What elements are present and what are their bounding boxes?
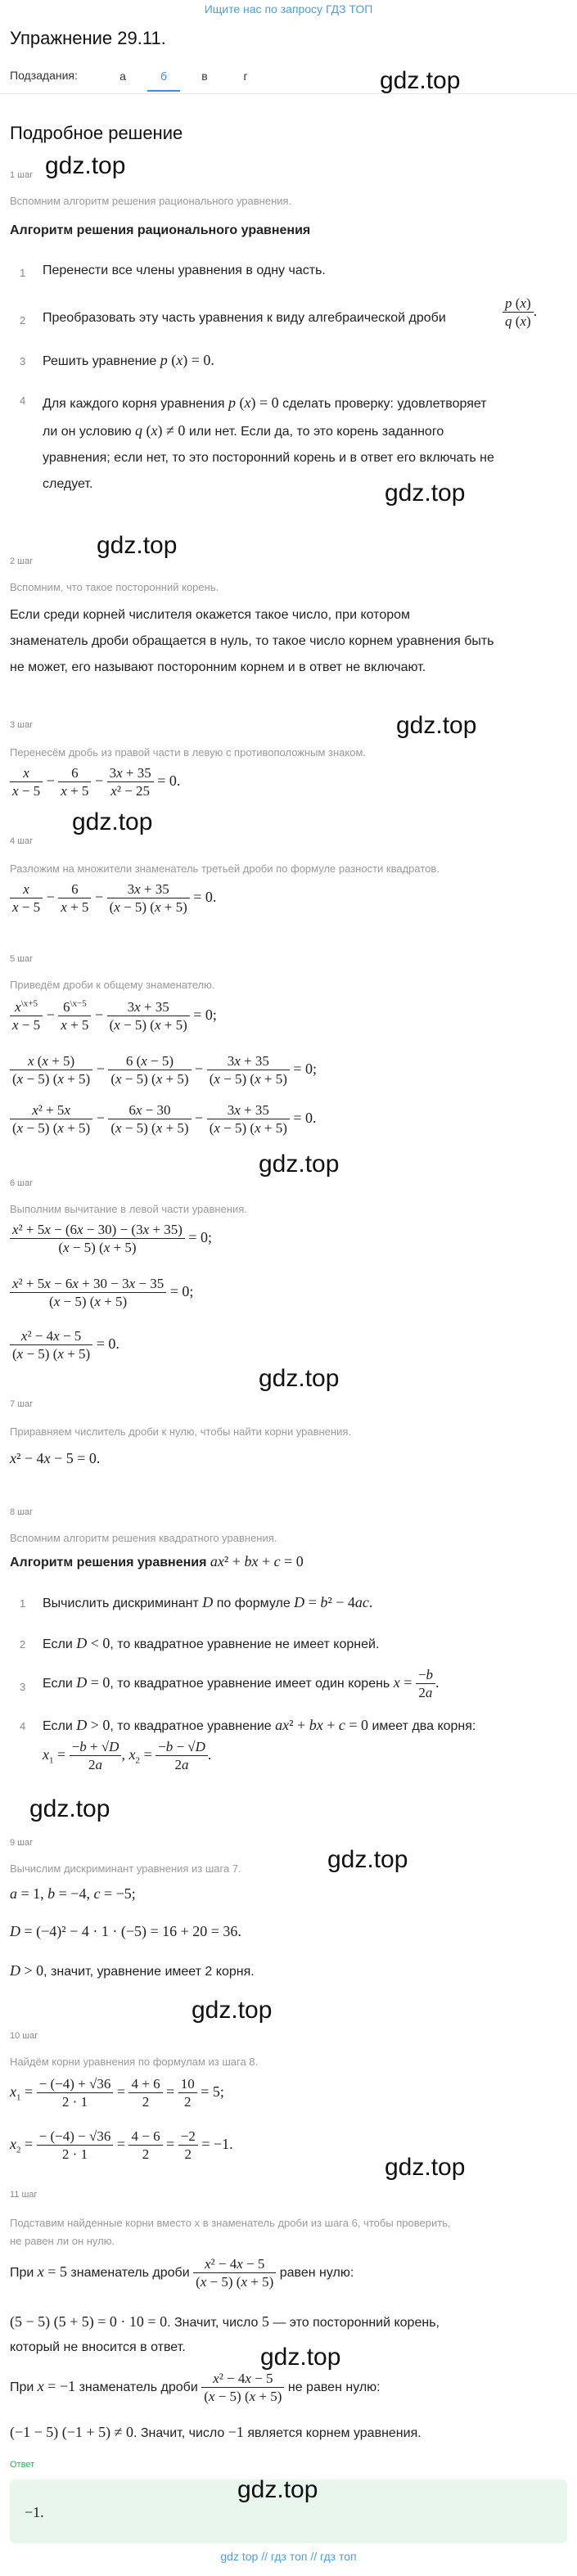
equation: $\frac{\text{x² − 4x − 5}}{(x - 5) (x + 5)}$ = 0.: [10, 1327, 119, 1363]
hint: Вспомним алгоритм решения рационального уравнения.: [10, 195, 292, 207]
answer-label: Ответ: [10, 2460, 35, 2470]
list-number: 3: [20, 1681, 26, 1693]
list-item: Если D > 0, то квадратное уравнение ax² + bx + c = 0 имеет два корня:: [43, 1717, 476, 1733]
watermark: gdz.top: [259, 1151, 340, 1178]
watermark: gdz.top: [327, 1846, 408, 1873]
list-number: 1: [20, 267, 26, 279]
equation: $\frac{x}{x - 5}$ − $\frac{6}{x + 5}$ − $\frac{3x + 35}{\text{x² − 25}}$ = 0.: [10, 764, 180, 800]
step-label: 5 шаг: [10, 954, 34, 964]
paragraph: (5 − 5) (5 + 5) = 0 · 10 = 0. Значит, число 5 — это посторонний корень, который не вносится в ответ.: [10, 2313, 440, 2354]
list-number: 2: [20, 314, 26, 327]
subtask-tab-b[interactable]: б: [147, 61, 180, 92]
equation: $\frac{x (x + 5)}{(x - 5) (x + 5)}$ − $\frac{6 (x - 5)}{(x - 5) (x + 5)}$ − $\frac{3x + 35}{(x - 5) (x + 5)}$ = 0;: [10, 1052, 317, 1088]
hint: Вычислим дискриминант уравнения из шага 7.: [10, 1862, 241, 1875]
hint: Разложим на множители знаменатель третьей дроби по формуле разности квадратов.: [10, 862, 440, 875]
equation: x² − 4x − 5 = 0.: [10, 1450, 101, 1466]
equation: a = 1, b = −4, c = −5;: [10, 1885, 136, 1902]
hint: Приведём дроби к общему знаменателю.: [10, 979, 215, 991]
top-search-link[interactable]: Ищите нас по запросу ГДЗ ТОП: [204, 2, 373, 16]
step-label: 8 шаг: [10, 1507, 34, 1517]
watermark: gdz.top: [237, 2476, 318, 2503]
hint: Найдём корни уравнения по формулам из шага 8.: [10, 2056, 259, 2068]
equation: $\frac{x}{x - 5}$ − $\frac{6}{x + 5}$ − $\frac{3x + 35}{(x - 5) (x + 5)}$ = 0.: [10, 880, 216, 916]
list-item: Вычислить дискриминант D по формуле D = b² − 4ac.: [43, 1594, 373, 1610]
equation: $x_2$ = $\frac{- (-4) - √36}{2 \cdot 1}$ = $\frac{4 - 6}{2}$ = $\frac{-2}{2}$ = −1.: [10, 2128, 233, 2163]
paragraph: Если среди корней числителя окажется такое число, при котором знаменатель дроби обращается в нуль, то такое число корнем уравнения быть не может, его называют посторонним корнем и в ответ не включают.: [10, 608, 494, 674]
answer-value: −1.: [25, 2504, 44, 2520]
algorithm-title: Алгоритм решения уравнения ax² + bx + c = 0: [10, 1553, 304, 1569]
list-number: 4: [20, 394, 26, 407]
watermark: gdz.top: [97, 532, 178, 559]
watermark: gdz.top: [396, 712, 477, 739]
step-label: 9 шаг: [10, 1838, 34, 1848]
equation: $\frac{\text{x² + 5x − 6x + 30 − 3x − 35}}{(x - 5) (x + 5)}$ = 0;: [10, 1275, 193, 1311]
formula: $\frac{p (x)}{q (x)}$ .: [503, 295, 537, 331]
step-label: 3 шаг: [10, 720, 34, 730]
list-number: 1: [20, 1597, 26, 1610]
watermark: gdz.top: [259, 1365, 340, 1392]
equation: $\frac{\text{x² + 5x − (6x − 30) − (3x + 35)}}{(x - 5) (x + 5)}$ = 0;: [10, 1221, 212, 1257]
list-item: Перенести все члены уравнения в одну часть.: [43, 263, 326, 277]
algorithm-title: Алгоритм решения рационального уравнения: [10, 223, 311, 237]
equation: $x_1$ = $\frac{- (-4) + √36}{2 \cdot 1}$ = $\frac{4 + 6}{2}$ = $\frac{10}{2}$ = 5;: [10, 2076, 224, 2110]
hint: Вспомним алгоритм решения квадратного уравнения.: [10, 1532, 277, 1544]
paragraph: При x = −1 знаменатель дроби $\frac{\text{x² − 4x − 5}}{(x - 5) (x + 5)}$ не равен нулю:: [10, 2371, 381, 2405]
watermark: gdz.top: [380, 67, 461, 94]
list-item: Для каждого корня уравнения p (x) = 0 сделать проверку: удовлетворяет ли он условию q (x) ≠ 0 или нет. Если да, то это корень заданного уравнения; если нет, то это посторонний корень и в ответ его включать не следует.: [43, 394, 494, 491]
list-item: Решить уравнение p (x) = 0.: [43, 352, 214, 368]
hint: Выполним вычитание в левой части уравнения.: [10, 1203, 247, 1215]
list-number: 4: [20, 1720, 26, 1732]
equation: $\frac{\text{x² + 5x}}{(x - 5) (x + 5)}$ − $\frac{6x - 30}{(x - 5) (x + 5)}$ − $\frac{3x + 35}{(x - 5) (x + 5)}$ = 0.: [10, 1101, 317, 1137]
subtasks-label: Подзадания:: [10, 69, 78, 82]
subtask-tab-v[interactable]: в: [201, 70, 208, 83]
list-item: Преобразовать эту часть уравнения к виду алгебраической дроби: [43, 311, 446, 325]
hint: Подставим найденные корни вместо x в знаменатель дроби из шага 6, чтобы проверить, не равен ли он нулю.: [10, 2217, 451, 2247]
step-label: 4 шаг: [10, 836, 34, 846]
hint: Перенесём дробь из правой части в левую с противоположным знаком.: [10, 746, 367, 759]
list-item: Если D < 0, то квадратное уравнение не имеет корней.: [43, 1635, 380, 1651]
footer-links[interactable]: gdz top // гдз топ // гдз топ: [220, 2550, 357, 2563]
paragraph: D > 0, значит, уравнение имеет 2 корня.: [10, 1962, 255, 1979]
list-item: Если D = 0, то квадратное уравнение имеет один корень x = $\frac{-b}{2a}$ .: [43, 1667, 440, 1701]
equation: $\frac{x^{\backslash x+5}}{x - 5}$ − $\frac{6^{\backslash x-5}}{x + 5}$ − $\frac{3x + 35}{(x - 5) (x + 5)}$ = 0;: [10, 998, 217, 1034]
step-label: 11 шаг: [10, 2190, 38, 2200]
equation: D = (−4)² − 4 · 1 · (−5) = 16 + 20 = 36.: [10, 1923, 241, 1939]
watermark: gdz.top: [45, 152, 126, 179]
solution-title: Подробное решение: [10, 123, 183, 143]
paragraph: При x = 5 знаменатель дроби $\frac{\text{x² − 4x − 5}}{(x - 5) (x + 5)}$ равен нулю:: [10, 2256, 354, 2290]
hint: Вспомним, что такое посторонний корень.: [10, 581, 219, 593]
watermark: gdz.top: [385, 480, 466, 507]
watermark: gdz.top: [192, 1997, 273, 2024]
list-number: 3: [20, 355, 26, 367]
formula: $x_1$ = $\frac{-b + √D}{2a}$ , $x_2$ = $\frac{-b - √D}{2a}$ .: [43, 1739, 212, 1773]
subtask-tab-g[interactable]: г: [243, 70, 248, 83]
step-label: 2 шаг: [10, 556, 34, 566]
step-label: 7 шаг: [10, 1399, 34, 1409]
watermark: gdz.top: [385, 2154, 466, 2181]
page-title: Упражнение 29.11.: [10, 28, 166, 48]
watermark: gdz.top: [29, 1795, 110, 1822]
paragraph: (−1 − 5) (−1 + 5) ≠ 0. Значит, число −1 является корнем уравнения.: [10, 2424, 421, 2440]
step-label: 6 шаг: [10, 1178, 34, 1188]
divider: [0, 93, 577, 94]
hint: Приравняем числитель дроби к нулю, чтобы найти корни уравнения.: [10, 1425, 352, 1438]
step-label: 10 шаг: [10, 2031, 38, 2041]
step-label: 1 шаг: [10, 170, 34, 180]
list-number: 2: [20, 1638, 26, 1651]
watermark: gdz.top: [72, 808, 153, 835]
watermark: gdz.top: [260, 2344, 341, 2371]
subtask-tab-a[interactable]: а: [119, 70, 126, 83]
